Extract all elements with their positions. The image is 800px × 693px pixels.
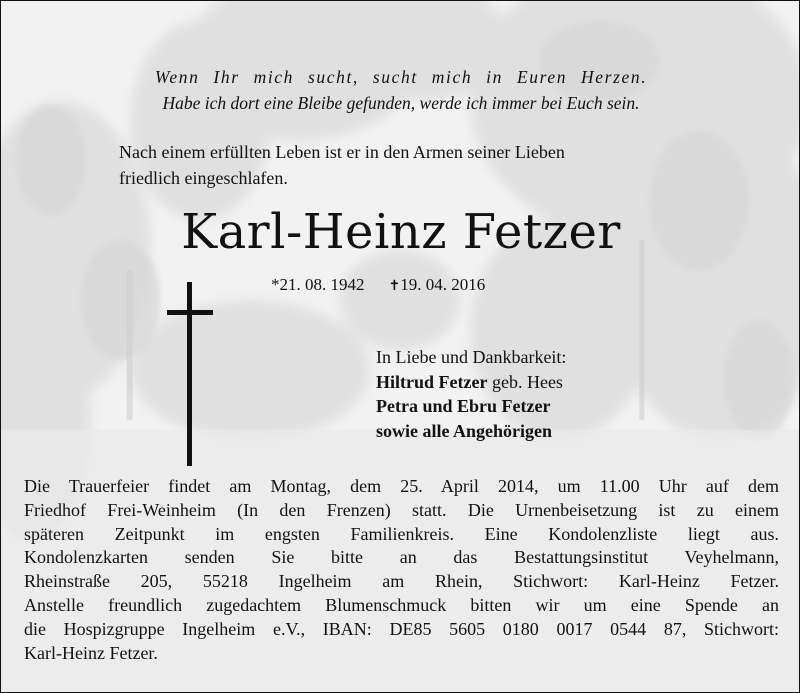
life-dates — [271, 275, 485, 295]
ceremony-line: Anstelle freundlich zugedachtem Blumenschmuck bitten wir um eine Spende an — [24, 594, 779, 615]
ceremony-line: Rheinstraße 205, 55218 Ingelheim am Rhein, Stichwort: Karl-Heinz Fetzer. — [24, 571, 779, 592]
death-date: 19. 04. 2016 — [400, 275, 486, 294]
mourner-line-2: Petra und Ebru Fetzer — [376, 396, 551, 416]
ceremony-line: Karl-Heinz Fetzer. — [24, 642, 158, 663]
intro-line-1: Nach einem erfüllten Leben ist er in den Armen seiner Lieben — [119, 142, 565, 162]
intro-line-2: friedlich eingeschlafen. — [119, 168, 288, 188]
ceremony-details — [24, 475, 779, 665]
poem-quote — [1, 64, 800, 116]
ceremony-line: späteren Zeitpunkt im engsten Familienkreis. Eine Kondolenzliste liegt aus. — [24, 523, 779, 544]
mourner-maiden-name: geb. Hees — [487, 371, 563, 392]
ceremony-line: Die Trauerfeier findet am Montag, dem 25. April 2014, um 11.00 Uhr auf dem — [24, 476, 779, 496]
death-cross-icon: ✝ — [388, 279, 401, 294]
intro-text — [119, 139, 699, 191]
deceased-name: Karl-Heinz Fetzer — [181, 204, 621, 260]
cross-icon — [167, 282, 213, 466]
birth-date: *21. 08. 1942 — [271, 275, 365, 294]
mourners-heading: In Liebe und Dankbarkeit: — [376, 347, 567, 367]
ceremony-line: Friedhof Frei-Weinheim (In den Frenzen) statt. Die Urnenbeisetzung ist zu einem — [24, 499, 779, 520]
poem-line-1: Wenn Ihr mich sucht, sucht mich in Euren Herzen. — [154, 67, 648, 87]
mourner-name-1: Hiltrud Fetzer — [376, 371, 488, 392]
mourners-block — [376, 345, 566, 443]
ceremony-line: die Hospizgruppe Ingelheim e.V., IBAN: DE85 5605 0180 0017 0544 87, Stichwort: — [24, 618, 779, 639]
mourner-line-1 — [376, 370, 566, 395]
poem-line-2: Habe ich dort eine Bleibe gefunden, werde ich immer bei Euch sein. — [162, 93, 640, 113]
mourner-line-3: sowie alle Angehörigen — [376, 420, 552, 441]
ceremony-line: Kondolenzkarten senden Sie bitte an das Bestattungsinstitut Veyhelmann, — [24, 547, 779, 568]
